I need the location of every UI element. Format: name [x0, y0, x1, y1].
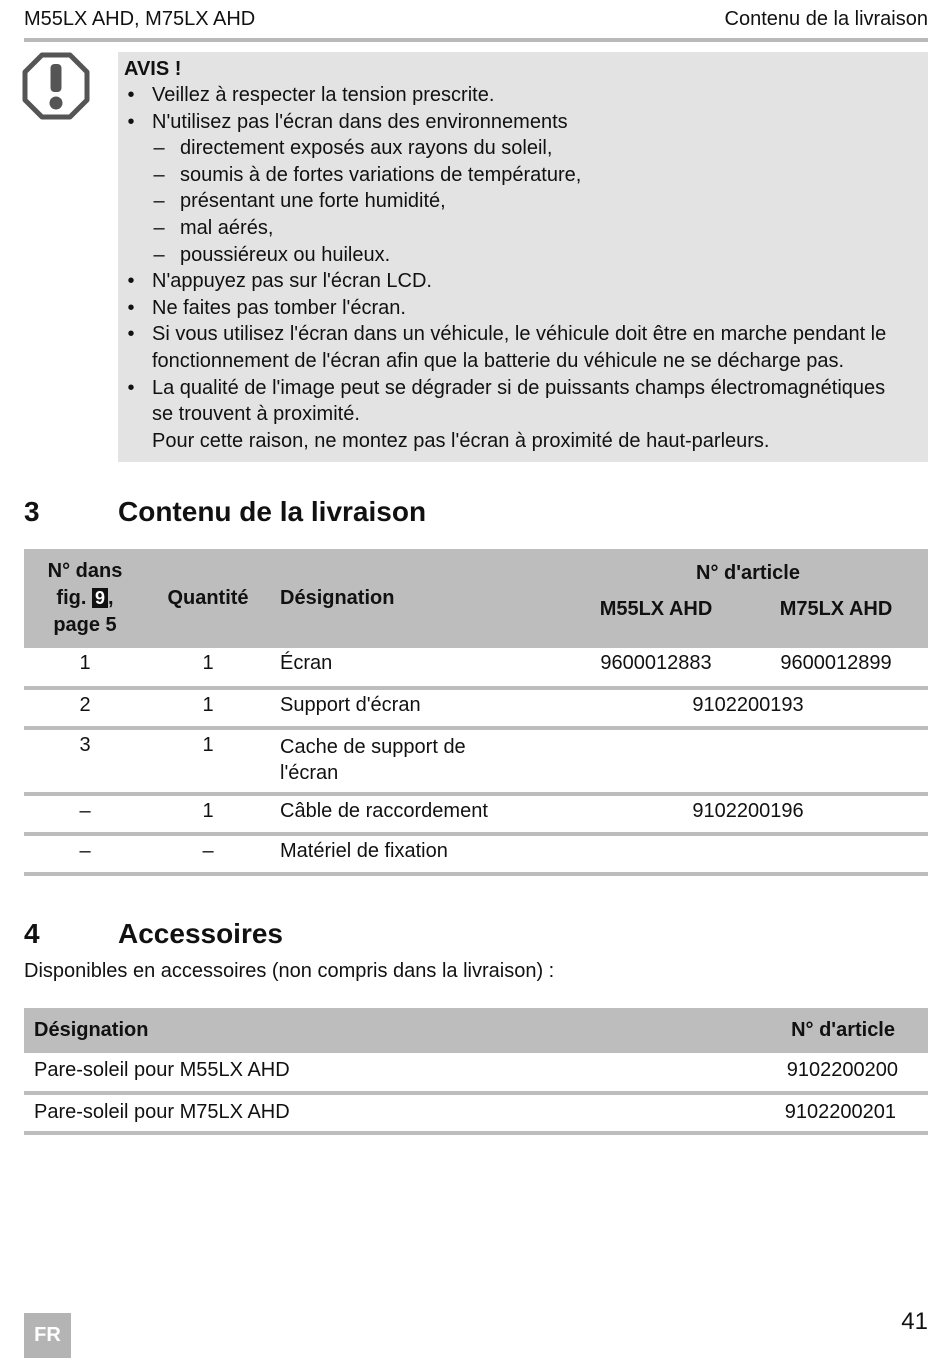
figure-reference-badge: 9	[92, 588, 108, 608]
notice-text: Veillez à respecter la tension prescrite.	[152, 84, 495, 106]
table-row: Pare-soleil pour M55LX AHD 9102200200	[24, 1053, 928, 1093]
column-header-m75: M75LX AHD	[744, 598, 928, 648]
notice-list-item	[124, 401, 920, 428]
notice-box	[118, 52, 928, 462]
notice-list-item	[124, 321, 920, 348]
column-header-designation: Désignation	[24, 1008, 724, 1053]
dash-marker: –	[153, 216, 165, 239]
dash-marker: –	[153, 163, 165, 186]
notice-text: N'utilisez pas l'écran dans des environnements	[152, 110, 568, 133]
delivery-contents-table	[24, 549, 928, 876]
column-header-designation: Désignation	[270, 549, 568, 648]
bullet-marker: •	[127, 110, 135, 133]
column-header-quantity: Quantité	[146, 549, 270, 648]
notice-list-item	[124, 215, 920, 242]
notice-list-item	[124, 242, 920, 269]
table-row: 1 1 Écran 9600012883 9600012899	[24, 648, 928, 688]
notice-list-item	[124, 428, 920, 455]
notice-list-item	[124, 82, 920, 109]
header-model-names: M55LX AHD, M75LX AHD	[24, 8, 256, 30]
section-number: 4	[24, 918, 40, 949]
notice-list-item	[124, 188, 920, 215]
notice-text: Pour cette raison, ne montez pas l'écran à proximité de haut-parleurs.	[152, 429, 770, 452]
column-header-m55: M55LX AHD	[568, 598, 744, 648]
notice-text: présentant une forte humidité,	[180, 190, 446, 213]
accessories-table	[24, 1008, 928, 1135]
table-row: – 1 Câble de raccordement 9102200196	[24, 794, 928, 834]
notice-list-item	[124, 268, 920, 295]
notice-list-item	[124, 348, 920, 375]
table-row: 2 1 Support d'écran 9102200193	[24, 688, 928, 728]
exclamation-octagon-icon	[22, 52, 90, 120]
column-header-article-number: N° d'article	[724, 1008, 928, 1053]
dash-marker: –	[153, 137, 165, 160]
bullet-marker: •	[127, 296, 135, 319]
notice-text: Si vous utilisez l'écran dans un véhicule, le véhicule doit être en marche pendant le	[152, 323, 887, 346]
section-number: 3	[24, 496, 40, 527]
column-header-position: N° dans fig. 9 , page 5	[24, 549, 146, 648]
language-badge: FR	[24, 1313, 71, 1358]
page-number: 41	[901, 1308, 928, 1335]
notice-text: mal aérés,	[180, 216, 274, 239]
table-row: 3 1 Cache de support de l'écran	[24, 728, 928, 794]
notice-text: fonctionnement de l'écran afin que la batterie du véhicule ne se décharge pas.	[152, 349, 845, 372]
bullet-marker: •	[127, 84, 135, 106]
notice-text: N'appuyez pas sur l'écran LCD.	[152, 270, 432, 293]
notice-list-item	[124, 135, 920, 162]
notice-list	[124, 82, 920, 454]
notice-title: AVIS !	[124, 58, 182, 80]
notice-text: Ne faites pas tomber l'écran.	[152, 296, 406, 319]
accessories-intro: Disponibles en accessoires (non compris dans la livraison) :	[24, 960, 555, 982]
column-header-article-number: N° d'article	[568, 549, 928, 598]
table-row: Pare-soleil pour M75LX AHD 9102200201	[24, 1093, 928, 1133]
notice-list-item	[124, 162, 920, 189]
table-row: – – Matériel de fixation	[24, 834, 928, 874]
section-title: Contenu de la livraison	[118, 496, 427, 527]
notice-text: La qualité de l'image peut se dégrader si de puissants champs électromagnétiques	[152, 376, 886, 399]
bullet-marker: •	[127, 323, 135, 346]
notice-list-item	[124, 109, 920, 136]
notice-text: se trouvent à proximité.	[152, 403, 360, 426]
dash-marker: –	[153, 243, 165, 266]
notice-list-item	[124, 295, 920, 322]
section-title: Accessoires	[118, 918, 284, 949]
header-section-title: Contenu de la livraison	[724, 8, 928, 30]
notice-text: directement exposés aux rayons du soleil,	[180, 137, 553, 160]
bullet-marker: •	[127, 376, 135, 399]
notice-text: soumis à de fortes variations de température,	[180, 163, 582, 186]
bullet-marker: •	[127, 270, 135, 293]
dash-marker: –	[153, 190, 165, 213]
notice-text: poussiéreux ou huileux.	[180, 243, 391, 266]
notice-list-item	[124, 375, 920, 402]
running-header	[24, 6, 928, 42]
